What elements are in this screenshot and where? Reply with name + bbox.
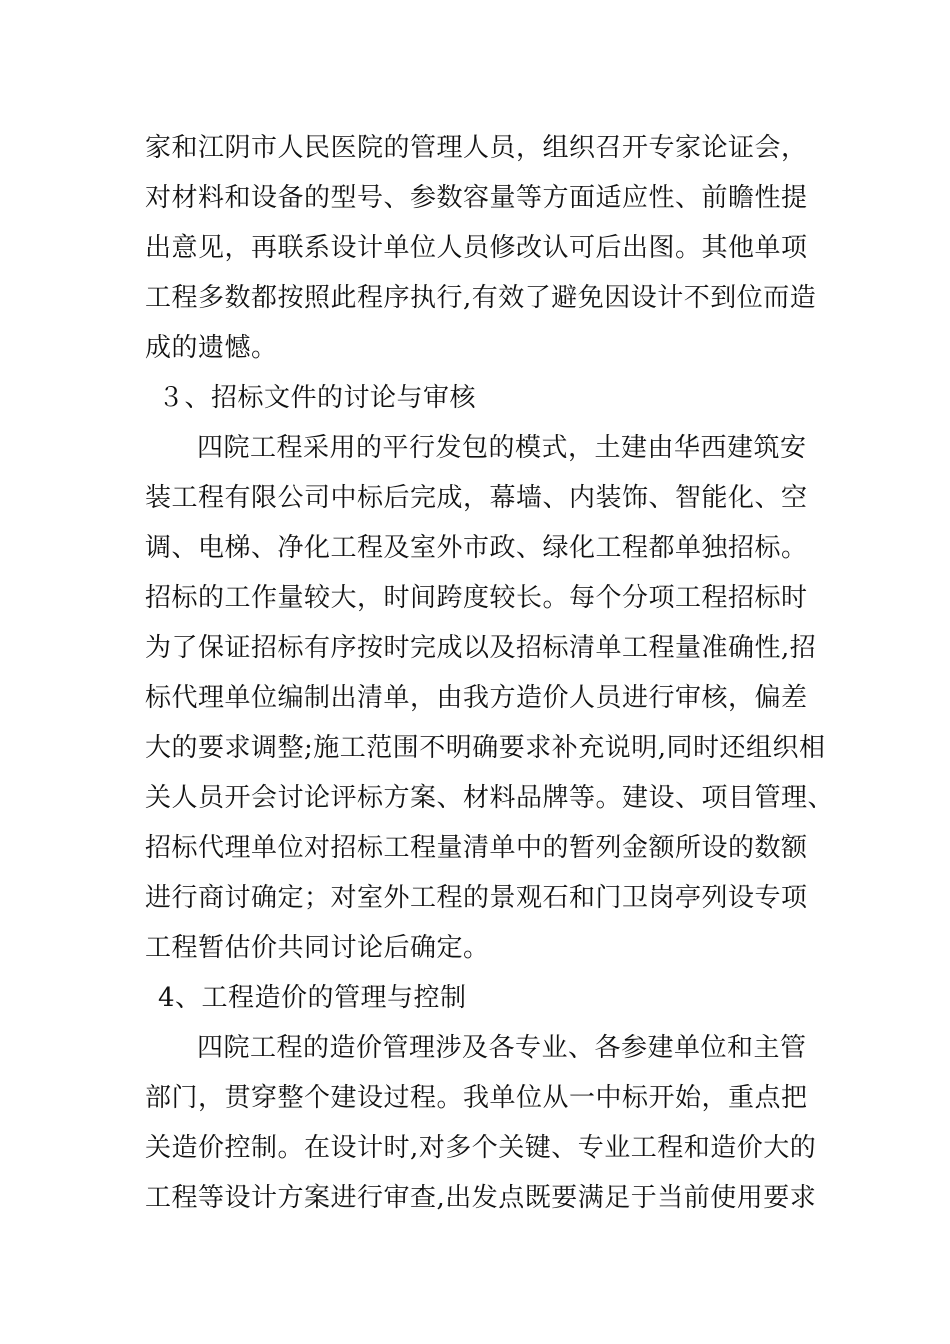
body-text-line: 对材料和设备的型号、参数容量等方面适应性、前瞻性提: [145, 183, 808, 213]
body-text-line: 为了保证招标有序按时完成以及招标清单工程量准确性,招: [145, 633, 817, 663]
body-text-line: 出意见，再联系设计单位人员修改认可后出图。其他单项: [145, 233, 808, 263]
body-text-line: 调、电梯、净化工程及室外市政、绿化工程都单独招标。: [145, 533, 808, 563]
body-text-line: 家和江阴市人民医院的管理人员，组织召开专家论证会，: [145, 133, 808, 163]
body-text-line: 招标代理单位对招标工程量清单中的暂列金额所设的数额: [145, 833, 808, 863]
body-text-line: 装工程有限公司中标后完成，幕墙、内装饰、智能化、空: [145, 483, 808, 513]
paragraph-first-line: 四院工程的造价管理涉及各专业、各参建单位和主管: [197, 1033, 807, 1063]
paragraph-first-line: 四院工程采用的平行发包的模式，土建由华西建筑安: [197, 433, 807, 463]
body-text-line: 关人员开会讨论评标方案、材料品牌等。建设、项目管理、: [145, 783, 835, 813]
section-heading-4: 4、工程造价的管理与控制: [158, 983, 467, 1013]
body-text-line: 关造价控制。在设计时,对多个关键、专业工程和造价大的: [145, 1133, 817, 1163]
body-text-line: 招标的工作量较大，时间跨度较长。每个分项工程招标时: [145, 583, 808, 613]
body-text-line: 工程等设计方案进行审查,出发点既要满足于当前使用要求: [145, 1183, 817, 1213]
body-text-line: 进行商讨确定；对室外工程的景观石和门卫岗亭列设专项: [145, 883, 808, 913]
body-text-line: 工程多数都按照此程序执行,有效了避免因设计不到位而造: [145, 283, 817, 313]
body-text-line: 工程暂估价共同讨论后确定。: [145, 933, 490, 963]
section-heading-3: ３、招标文件的讨论与审核: [158, 383, 477, 413]
body-text-line: 部门，贯穿整个建设过程。我单位从一中标开始，重点把: [145, 1083, 808, 1113]
body-text-line: 大的要求调整;施工范围不明确要求补充说明,同时还组织相: [145, 733, 826, 763]
body-text-line: 成的遗憾。: [145, 333, 278, 363]
body-text-line: 标代理单位编制出清单，由我方造价人员进行审核，偏差: [145, 683, 808, 713]
